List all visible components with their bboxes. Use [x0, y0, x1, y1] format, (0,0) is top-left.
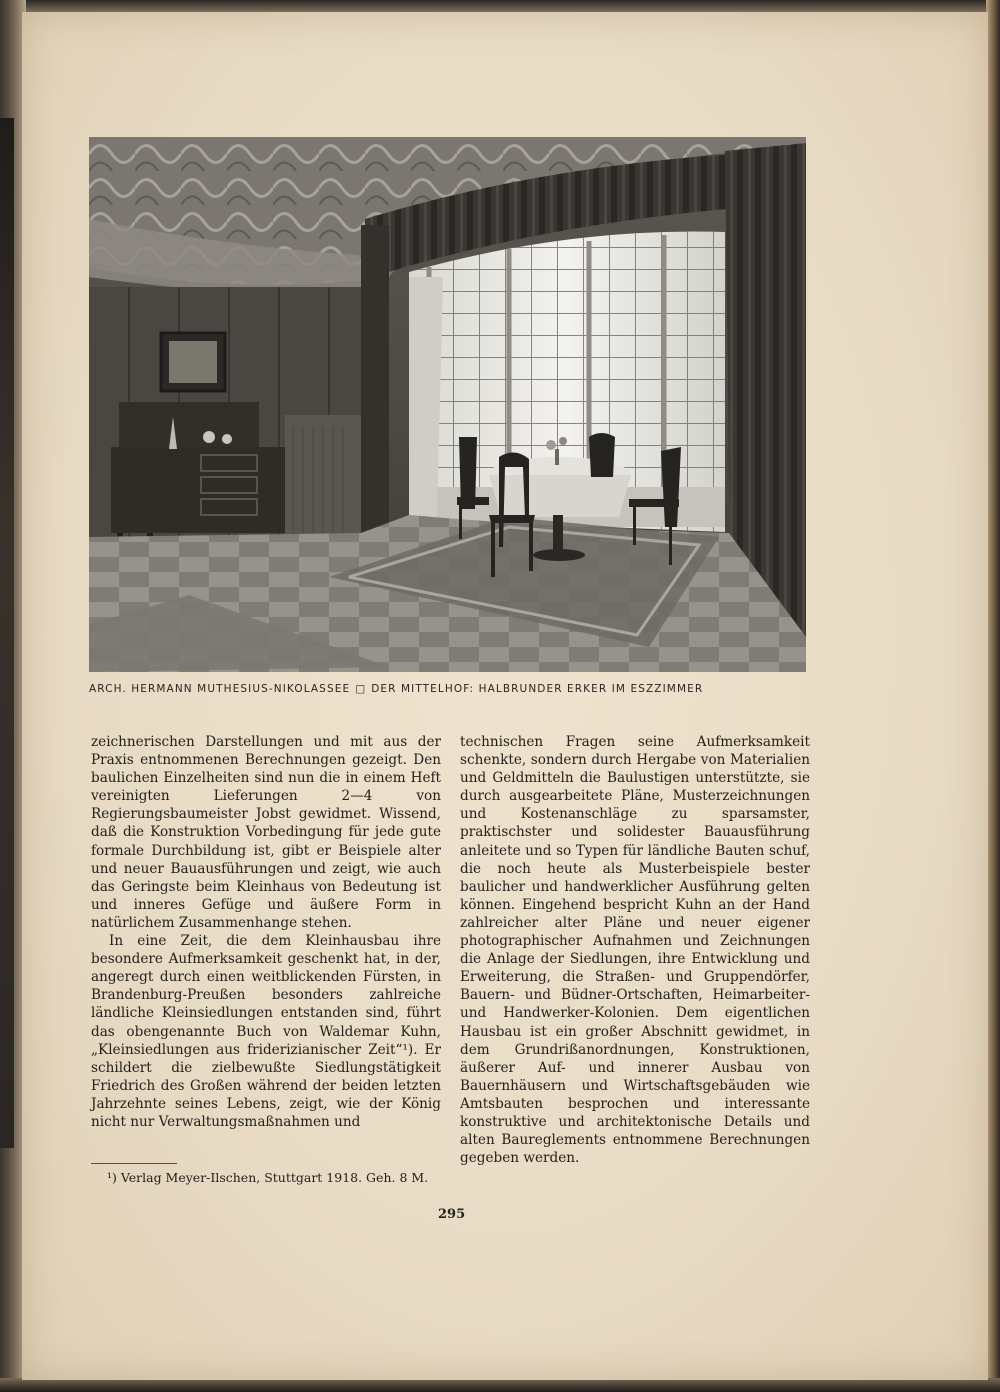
book-bottom-edge	[0, 1378, 1000, 1392]
facing-page-photo-sliver	[0, 118, 14, 1148]
caption-architect: ARCH. HERMANN MUTHESIUS-NIKOLASSEE	[89, 683, 351, 695]
caption-title: DER MITTELHOF: HALBRUNDER ERKER IM ESZZIMMER	[371, 683, 704, 695]
paragraph: technischen Fragen seine Aufmerksamkeit schenkte, sondern durch Hergabe von Materialien und Geldmitteln die Baulustigen unterstützte, sie durch ausgearbeitete Pläne, Musterzeichnungen und Kostenanschläge zu sparsamster, praktischster und solidester Bauausführung anleitete und so Typen für ländliche Bauten schuf, die noch heute als Musterbeispiele bester baulicher und handwerklicher Ausführung gelten können. Eingehend bespricht Kuhn an der Hand zahlreicher alter Pläne und neuer eigener photographischer Aufnahmen und Zeichnungen die Anlage der Siedlungen, ihre Entwicklung und Erweiterung, die Straßen- und Gruppendörfer, Bauern- und Büdner-Ortschaften, Heimarbeiter- und Handwerker-Kolonien. Dem eigentlichen Hausbau ist ein großer Abschnitt gewidmet, in dem Grundrißanordnungen, Konstruktionen, äußerer Auf- und innerer Ausbau von Bauernhäusern und Wirtschaftsgebäuden wie Amtsbauten besprochen und interessante konstruktive und architektonische Details und alten Baureglements entnommene Berechnungen gegeben werden.	[460, 734, 810, 1167]
book-right-edge	[986, 0, 1000, 1392]
interior-photograph	[89, 137, 806, 672]
caption-separator: □	[355, 683, 367, 695]
footnote-rule	[91, 1163, 177, 1164]
text-column-right	[460, 733, 810, 1167]
figure-caption	[89, 683, 806, 695]
page-number: 295	[438, 1207, 466, 1222]
footnote: ¹) Verlag Meyer-Ilschen, Stuttgart 1918. Geh. 8 M.	[107, 1170, 429, 1185]
dining-room-illustration	[89, 137, 806, 672]
text-column-left	[91, 733, 441, 1131]
paragraph: In eine Zeit, die dem Kleinhausbau ihre besondere Aufmerksamkeit geschenkt hat, in der, angeregt durch einen weitblickenden Fürsten, in Brandenburg-Preußen besonders zahlreiche ländliche Kleinsiedlungen entstanden sind, führt das obengenannte Buch von Waldemar Kuhn, „Kleinsiedlungen aus friderizianischer Zeit“¹). Er schildert die zielbewußte Siedlungstätigkeit Friedrich des Großen während der beiden letzten Jahrzehnte seines Lebens, zeigt, wie der König nicht nur Verwaltungsmaßnahmen und	[91, 933, 441, 1130]
paragraph: zeichnerischen Darstellungen und mit aus der Praxis entnommenen Berechnungen gezeigt. Den baulichen Einzelheiten sind nun die in einem Heft vereinigten Lieferungen 2—4 von Regierungsbaumeister Jobst gewidmet. Wissend, daß die Konstruktion Vorbedingung für jede gute formale Durchbildung ist, gibt er Beispiele alter und neuer Bauausführungen und zeigt, wie auch das Geringste beim Kleinhaus von Bedeutung ist und inneres Gefüge und äußere Form in natürlichem Zusammenhange stehen.	[91, 734, 441, 931]
